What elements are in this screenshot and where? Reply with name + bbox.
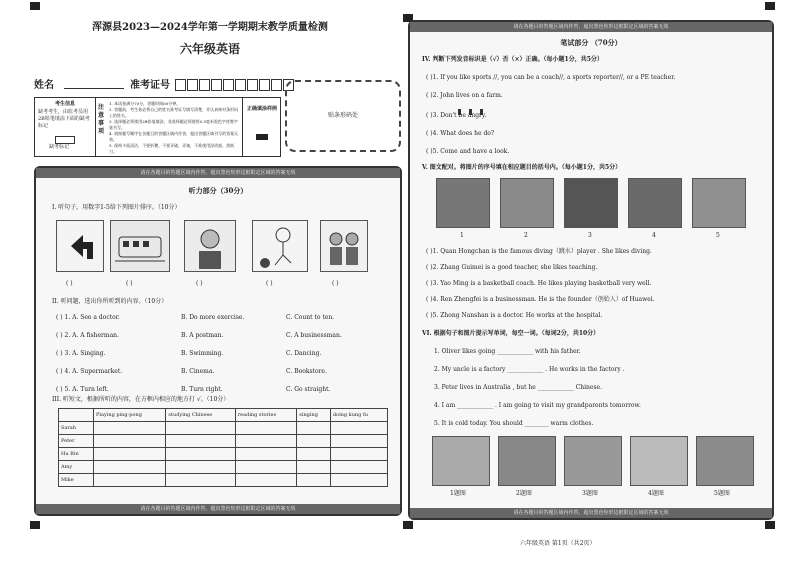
registration-mark <box>403 521 413 529</box>
listening-q1: I. 听句子，用数字1-5给下列图片排序。（10分） <box>52 204 181 211</box>
table-header <box>59 409 94 422</box>
student-name: Hu Bin <box>59 448 94 461</box>
photo-doctor <box>692 178 746 228</box>
q2-option[interactable]: ( ) 1. A. See a doctor. <box>56 314 120 321</box>
table-header: Playing ping-pong <box>94 409 166 422</box>
answer-area-warning: 请在各题目的答题区域内作答，超出黑色矩形边框限定区域的答案无效 <box>36 504 400 514</box>
answer-area-warning: 请在各题目的答题区域内作答，超出黑色矩形边框限定区域的答案无效 <box>410 22 772 32</box>
q5-item[interactable]: ( )5. Zhong Nanshan is a doctor. He works at the hospital. <box>426 312 603 319</box>
q6-item[interactable]: 5. It is cold today. You should ________ warm clothes. <box>434 420 594 427</box>
q6-item[interactable]: 2. My uncle is a factory ____________ . He works in the factory . <box>434 366 625 373</box>
notes-list <box>109 101 239 155</box>
q2-option[interactable]: ( ) 2. A. A fisherman. <box>56 332 119 339</box>
note-item: 5. 保持卡面清洁，不要折叠、不要弄破、弄皱，不准使用涂改液、刮纸刀。 <box>109 143 235 154</box>
listening-title: 听力部分（30分） <box>188 186 248 195</box>
name-field[interactable] <box>64 74 124 89</box>
exam-no-boxes[interactable] <box>175 74 295 93</box>
table-row <box>59 422 388 435</box>
q2-option[interactable]: ( ) 5. A. Turn left. <box>56 386 109 393</box>
absent-instruction: 缺考考生，由监考员用2B铅笔填涂下面的缺考标记 <box>38 109 90 129</box>
notice-area <box>34 97 281 157</box>
absent-mark-label: 缺考标记 <box>49 144 70 150</box>
note-item: 1. 本试卷满分70分，答题时间60分钟。 <box>109 101 181 106</box>
q2-option[interactable]: ( ) 3. A. Singing. <box>56 350 106 357</box>
student-name: Sarah <box>59 422 94 435</box>
q2-option[interactable]: B. Swimming. <box>181 350 224 357</box>
name-label: 姓名 <box>34 80 54 91</box>
q2-option[interactable]: C. Go straight. <box>286 386 331 393</box>
answer-area-warning: 请在各题目的答题区域内作答，超出黑色矩形边框限定区域的答案无效 <box>410 508 772 518</box>
picture-caption: 2题图 <box>516 490 532 497</box>
answer-blank[interactable]: ( ) <box>266 280 273 287</box>
q4-item[interactable]: ( )2. John lives on a farm. <box>426 92 503 99</box>
picture-chinese-class <box>564 436 622 486</box>
q2-option[interactable]: B. Cinema. <box>181 368 215 375</box>
q2-option[interactable]: C. Dancing. <box>286 350 322 357</box>
answer-blank[interactable]: ( ) <box>66 280 73 287</box>
q6-item[interactable]: 1. Oliver likes going ____________ with his father. <box>434 348 581 355</box>
q5-item[interactable]: ( )4. Ren Zhengfei is a businessman. He is the founder（创始人）of Huawei. <box>426 296 655 303</box>
written-q5: V. 图文配对。将图片的序号填在相应题目的括号内。（每小题1分，共5分） <box>422 164 622 171</box>
page-footer: 六年级英语 第1页（共2页） <box>520 540 596 547</box>
table-row <box>59 435 388 448</box>
q2-option[interactable]: B. A postman. <box>181 332 224 339</box>
photo-number: 4 <box>652 232 656 239</box>
q2-option[interactable]: C. Bookstore. <box>286 368 327 375</box>
answer-blank[interactable]: ( ) <box>126 280 133 287</box>
exam-no-label: 准考证号 <box>130 80 170 91</box>
photo-number: 5 <box>716 232 720 239</box>
picture-factory-worker <box>498 436 556 486</box>
q4-item[interactable]: ( )1. If you like sports //, you can be a coach//, a sports reporter//, or a PE teacher. <box>426 74 676 81</box>
picture-two-people <box>320 220 368 272</box>
registration-mark <box>30 521 40 529</box>
note-item: 4. 请按题号顺序在各题目的答题区域内作答，超出答题区域书写的答案无效。 <box>109 131 239 142</box>
table-header: doing kung fu <box>330 409 387 422</box>
picture-man <box>184 220 236 272</box>
table-header: reading stories <box>235 409 297 422</box>
picture-caption: 3题图 <box>582 490 598 497</box>
q2-option[interactable]: ( ) 4. A. Supermarket. <box>56 368 123 375</box>
note-item: 2. 答题前，考生务必将自己的姓名准考证号填写清楚，并认真核对条形码上的姓名。 <box>109 107 239 118</box>
table-header-row <box>59 409 388 422</box>
candidate-info-title: 考生信息 <box>54 101 75 107</box>
listening-q2: II. 听问题，选出你所听到的内容。（10分） <box>52 298 168 305</box>
q6-item[interactable]: 3. Peter lives in Australia , but he ____________ Chinese. <box>434 384 602 391</box>
q5-item[interactable]: ( )2. Zhang Guimei is a good teacher, she likes teaching. <box>426 264 598 271</box>
answer-blank[interactable]: ( ) <box>332 280 339 287</box>
picture-train <box>110 220 170 272</box>
written-section <box>408 20 774 520</box>
table-header: singing <box>297 409 331 422</box>
picture-caption: 5题图 <box>714 490 730 497</box>
q5-item[interactable]: ( )1. Quan Hongchan is the famous diving（跳水）player . She likes diving. <box>426 248 652 255</box>
q6-item[interactable]: 4. I am ____________ . I am going to visit my grandparents tomorrow. <box>434 402 641 409</box>
fill-sample-label: 正确填涂样例 <box>247 106 278 112</box>
table-header: studying Chinese <box>166 409 235 422</box>
registration-mark <box>30 2 40 10</box>
picture-boy-football <box>252 220 308 272</box>
q3-table <box>58 408 388 487</box>
q4-item[interactable]: ( )5. Come and have a look. <box>426 148 510 155</box>
q4-item[interactable]: ( )4. What does he do? <box>426 130 495 137</box>
registration-mark <box>765 2 775 10</box>
note-item: 3. 选择题必须使用2B铅笔填涂，非选择题必须使用0.5毫米黑色字迹签字笔书写。 <box>109 119 238 130</box>
q2-option[interactable]: C. A businessman. <box>286 332 342 339</box>
written-title: 笔试部分 （70分） <box>560 38 622 47</box>
picture-happy-boy <box>630 436 688 486</box>
photo-diver <box>436 178 490 228</box>
q4-item[interactable]: ( )3. Don't be angry. <box>426 112 487 119</box>
listening-section <box>34 166 402 516</box>
photo-teacher <box>500 178 554 228</box>
written-q6: VI. 根据句子和图片提示写单词，每空一词。（每词2分，共10分） <box>422 330 600 337</box>
photo-number: 3 <box>588 232 592 239</box>
q2-options <box>56 314 386 404</box>
q2-option[interactable]: B. Turn right. <box>181 386 223 393</box>
answer-area-warning: 请在各题目的答题区域内作答，超出黑色矩形边框限定区域的答案无效 <box>36 168 400 178</box>
q2-option[interactable]: C. Count to ten. <box>286 314 335 321</box>
picture-fishing <box>432 436 490 486</box>
table-row <box>59 474 388 487</box>
photo-coach <box>564 178 618 228</box>
table-row <box>59 461 388 474</box>
table-row <box>59 448 388 461</box>
barcode-area <box>285 80 401 152</box>
photo-number: 2 <box>524 232 528 239</box>
exam-title: 浑源县2023—2024学年第一学期期末教学质量检测 <box>92 22 328 33</box>
absent-mark-box[interactable] <box>55 136 75 144</box>
student-name: Mike <box>59 474 94 487</box>
photo-number: 1 <box>460 232 464 239</box>
student-name: Amy <box>59 461 94 474</box>
notes-label: 注意事项 <box>98 104 105 135</box>
picture-turn-left-arrow <box>56 220 104 272</box>
listening-q3: III. 听短文，根据所听的内容，在方框内相应的地方打 √。（10分） <box>52 396 230 403</box>
picture-caption: 4题图 <box>648 490 664 497</box>
q5-item[interactable]: ( )3. Yao Ming is a basketball coach. He likes playing basketball very well. <box>426 280 652 287</box>
picture-caption: 1题图 <box>450 490 466 497</box>
written-q4: IV. 判断下列发音标识是（√）否（×）正确。（每小题1分，共5分） <box>422 56 603 63</box>
answer-blank[interactable]: ( ) <box>196 280 203 287</box>
registration-mark <box>765 521 775 529</box>
picture-warm-clothes <box>696 436 754 486</box>
photo-businessman <box>628 178 682 228</box>
q2-option[interactable]: B. Do more exercise. <box>181 314 245 321</box>
barcode-label: 贴条形码处 <box>327 112 358 119</box>
fill-sample-mark <box>256 134 268 140</box>
student-name: Peter <box>59 435 94 448</box>
subject-title: 六年级英语 <box>179 42 240 56</box>
